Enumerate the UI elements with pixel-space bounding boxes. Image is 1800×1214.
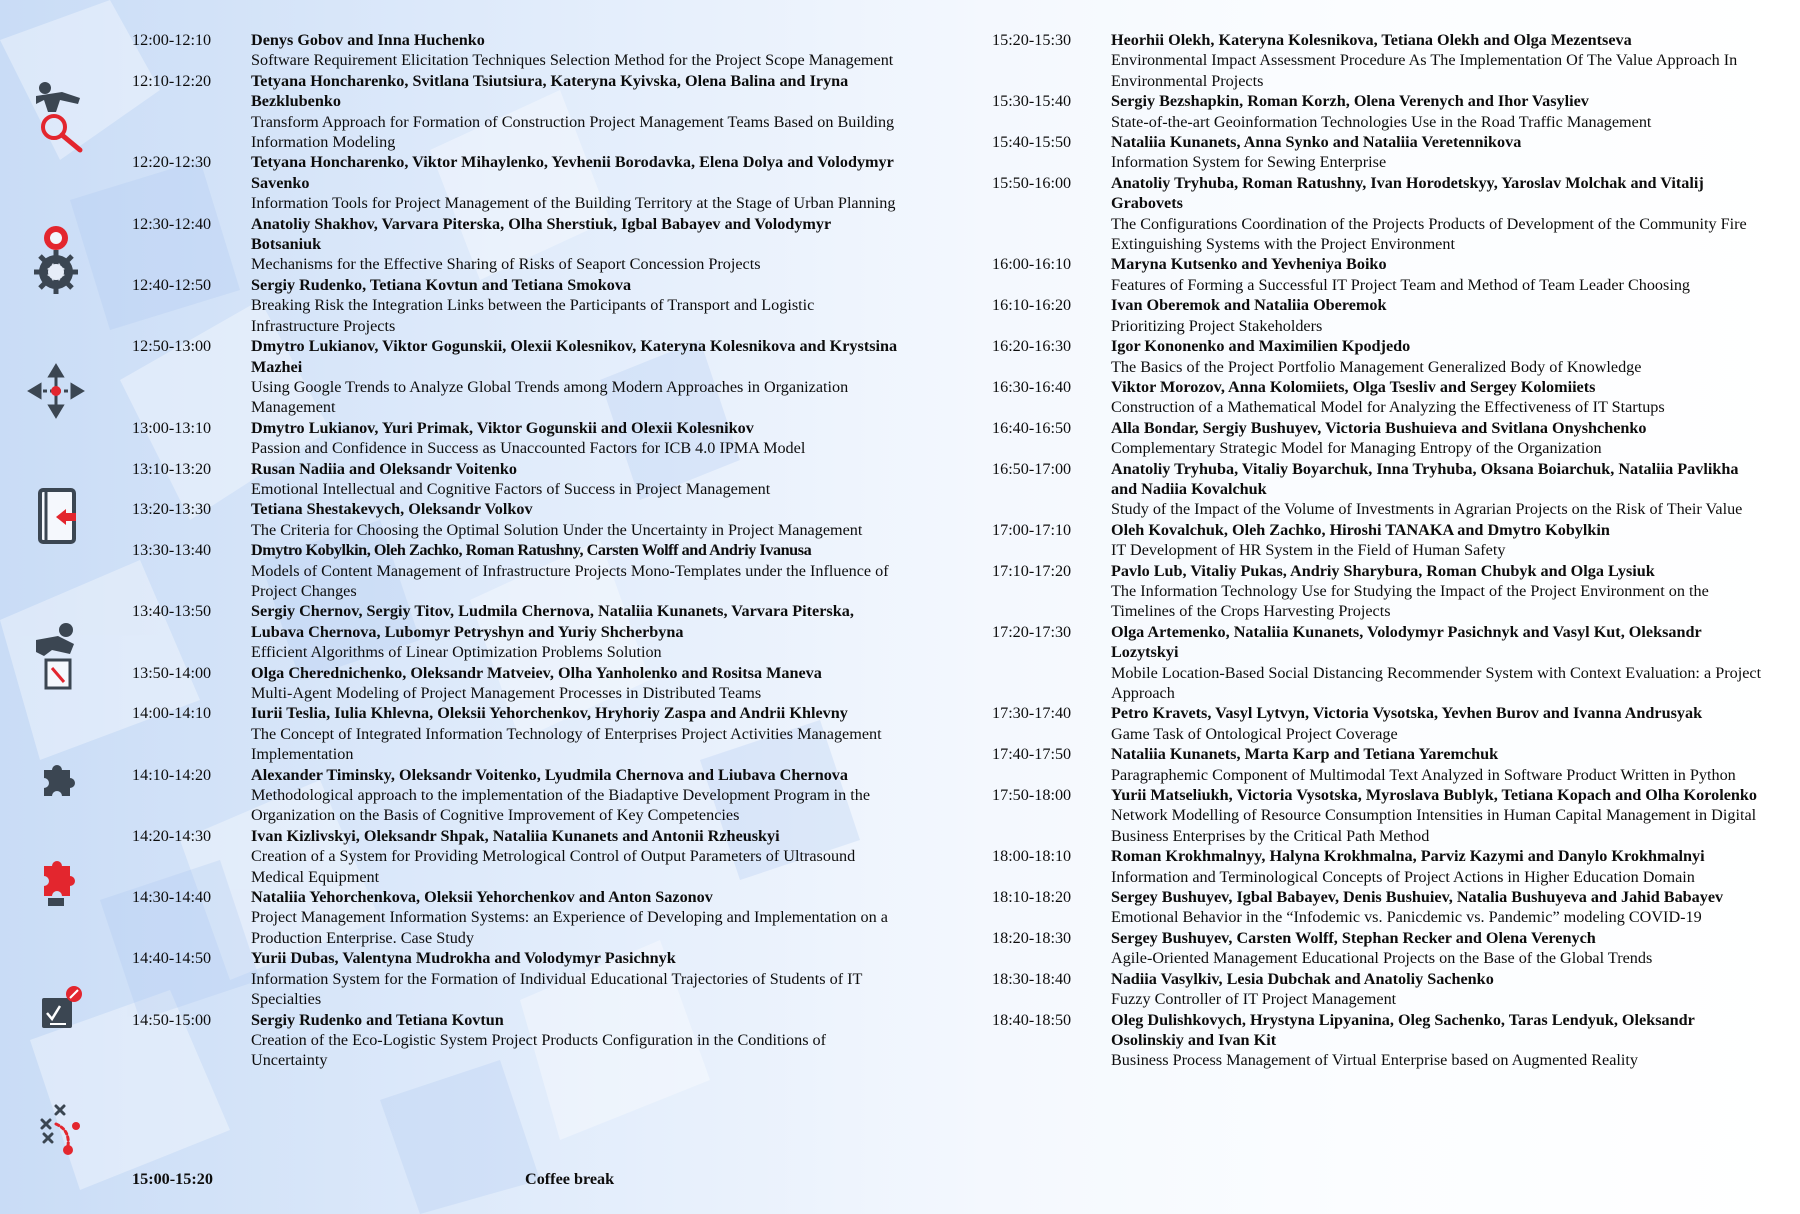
session-time: 13:10-13:20 xyxy=(132,459,212,478)
paper-title: Agile-Oriented Management Educational Projects on the Base of the Global Trends xyxy=(1111,949,1653,968)
session-time: 12:40-12:50 xyxy=(132,275,212,294)
session-time: 12:10-12:20 xyxy=(132,71,212,90)
paper-title: The Configurations Coordination of the Projects Products of Development of the Community Fire Extinguishing Systems with the Project Environment xyxy=(1111,214,1747,254)
schedule-entry xyxy=(992,30,1762,91)
icon-strip xyxy=(0,0,110,1214)
schedule-entry xyxy=(132,30,902,71)
session-time: 18:30-18:40 xyxy=(992,969,1072,988)
session-time: 15:40-15:50 xyxy=(992,133,1072,152)
checklist-icon xyxy=(42,986,82,1028)
paper-title: The Criteria for Choosing the Optimal Solution Under the Uncertainty in Project Management xyxy=(251,520,863,539)
paper-authors: Alexander Timinsky, Oleksandr Voitenko, Lyudmila Chernova and Liubava Chernova xyxy=(251,765,848,784)
schedule-entry xyxy=(992,418,1762,459)
session-time: 17:00-17:10 xyxy=(992,520,1072,539)
paper-title: Models of Content Management of Infrastructure Projects Mono-Templates under the Influence of Project Changes xyxy=(251,561,889,600)
session-time: 16:30-16:40 xyxy=(992,377,1072,396)
paper-authors: Oleg Dulishkovych, Hrystyna Lipyanina, Oleg Sachenko, Taras Lendyuk, Oleksandr Osolinskiy and Ivan Kit xyxy=(1111,1010,1695,1049)
session-time: 17:40-17:50 xyxy=(992,745,1072,764)
schedule-entry xyxy=(992,173,1762,255)
paper-title: The Information Technology Use for Studying the Impact of the Project Environment on the Timelines of the Crops Harvesting Projects xyxy=(1111,581,1709,621)
paper-authors: Yurii Dubas, Valentyna Mudrokha and Volodymyr Pasichnyk xyxy=(251,949,676,968)
session-time: 16:50-17:00 xyxy=(992,459,1072,478)
paper-title: Information and Terminological Concepts of Project Actions in Higher Education Domain xyxy=(1111,867,1695,886)
puzzle-red-icon xyxy=(44,861,75,906)
paper-authors: Sergey Bushuyev, Carsten Wolff, Stephan Recker and Olena Verenych xyxy=(1111,928,1596,947)
paper-title: Information System for the Formation of Individual Educational Trajectories of Students of IT Specialties xyxy=(251,969,863,1009)
paper-title: Emotional Behavior in the “Infodemic vs. Panicdemic vs. Pandemic” modeling COVID-19 xyxy=(1111,908,1702,927)
schedule-entry xyxy=(132,418,902,459)
schedule-entry xyxy=(132,663,902,704)
paper-authors: Alla Bondar, Sergiy Bushuyev, Victoria Bushuieva and Svitlana Onyshchenko xyxy=(1111,418,1647,437)
paper-title: Transform Approach for Formation of Construction Project Management Teams Based on Building Information Modeling xyxy=(251,112,895,152)
paper-title: Network Modelling of Resource Consumption Intensities in Human Capital Management in Digital Business Enterprises by the Critical Path Method xyxy=(1111,806,1757,845)
paper-title: The Basics of the Project Portfolio Management Generalized Body of Knowledge xyxy=(1111,357,1642,376)
paper-title: Study of the Impact of the Volume of Investments in Agrarian Projects on the Risk of Their Value xyxy=(1111,500,1743,519)
paper-title: Construction of a Mathematical Model for Analyzing the Effectiveness of IT Startups xyxy=(1111,398,1665,417)
session-time: 18:10-18:20 xyxy=(992,888,1072,907)
session-time: 17:50-18:00 xyxy=(992,786,1072,805)
schedule-entry xyxy=(132,336,902,418)
session-time: 14:00-14:10 xyxy=(132,704,212,723)
paper-authors: Ivan Kizlivskyi, Oleksandr Shpak, Nataliia Kunanets and Antonii Rzheuskyi xyxy=(251,826,780,845)
schedule-column-left xyxy=(132,30,902,1071)
paper-authors: Maryna Kutsenko and Yevheniya Boiko xyxy=(1111,255,1387,274)
schedule-entry xyxy=(132,499,902,540)
schedule-entry xyxy=(992,622,1762,704)
session-time: 13:00-13:10 xyxy=(132,418,212,437)
paper-authors: Tetyana Honcharenko, Viktor Mihaylenko, Yevhenii Borodavka, Elena Dolya and Volodymyr Savenko xyxy=(251,153,894,192)
paper-title: Software Requirement Elicitation Techniques Selection Method for the Project Scope Management xyxy=(251,51,894,70)
paper-authors: Igor Kononenko and Maximilien Kpodjedo xyxy=(1111,337,1411,356)
paper-authors: Roman Krokhmalnyy, Halyna Krokhmalna, Parviz Kazymi and Danylo Krokhmalnyi xyxy=(1111,847,1705,866)
paper-authors: Pavlo Lub, Vitaliy Pukas, Andriy Sharybura, Roman Chubyk and Olga Lysiuk xyxy=(1111,561,1655,580)
paper-authors: Nadiia Vasylkiv, Lesia Dubchak and Anatoliy Sachenko xyxy=(1111,969,1494,988)
schedule-entry xyxy=(132,152,902,213)
session-time: 16:40-16:50 xyxy=(992,418,1072,437)
paper-title: Project Management Information Systems: an Experience of Developing and Implementation on a Production Enterprise. Case Study xyxy=(251,908,888,947)
paper-authors: Nataliia Kunanets, Anna Synko and Nataliia Veretennikova xyxy=(1111,133,1522,152)
paper-title: Information Tools for Project Management of the Building Territory at the Stage of Urban Planning xyxy=(251,194,896,213)
paper-authors: Tetiana Shestakevych, Oleksandr Volkov xyxy=(251,500,533,519)
schedule-entry xyxy=(132,826,902,887)
schedule-entry xyxy=(992,254,1762,295)
session-time: 17:30-17:40 xyxy=(992,704,1072,723)
paper-authors: Petro Kravets, Vasyl Lytvyn, Victoria Vysotska, Yevhen Burov and Ivanna Andrusyak xyxy=(1111,704,1703,723)
schedule-entry xyxy=(132,71,902,153)
schedule-entry xyxy=(992,969,1762,1010)
paper-authors: Ivan Oberemok and Nataliia Oberemok xyxy=(1111,296,1387,315)
paper-authors: Sergiy Chernov, Sergiy Titov, Ludmila Chernova, Nataliia Kunanets, Varvara Piterska, Lubava Chernova, Lubomyr Petryshyn and Yuriy Shcherbyna xyxy=(251,602,854,641)
session-time: 15:20-15:30 xyxy=(992,31,1072,49)
paper-authors: Anatoliy Tryhuba, Vitaliy Boyarchuk, Inna Tryhuba, Oksana Boiarchuk, Nataliia Pavlikha and Nadiia Kovalchuk xyxy=(1111,459,1739,498)
schedule-entry xyxy=(132,214,902,275)
schedule-entry xyxy=(132,275,902,336)
session-time: 16:00-16:10 xyxy=(992,255,1072,274)
paper-title: Complementary Strategic Model for Managing Entropy of the Organization xyxy=(1111,439,1602,458)
exit-door-icon xyxy=(40,490,76,542)
schedule-entry xyxy=(992,928,1762,969)
session-time: 14:20-14:30 xyxy=(132,826,212,845)
paper-authors: Sergiy Rudenko and Tetiana Kovtun xyxy=(251,1010,504,1029)
paper-authors: Anatoliy Tryhuba, Roman Ratushny, Ivan Horodetskyy, Yaroslav Molchak and Vitalij Grabovets xyxy=(1111,173,1704,213)
session-time: 17:20-17:30 xyxy=(992,622,1072,641)
gears-icon xyxy=(34,226,78,294)
paper-title: Features of Forming a Successful IT Project Team and Method of Team Leader Choosing xyxy=(1111,275,1691,294)
paper-authors: Yurii Matseliukh, Victoria Vysotska, Myroslava Bublyk, Tetiana Kopach and Olha Korolenko xyxy=(1111,786,1757,805)
paper-title: Using Google Trends to Analyze Global Trends among Modern Approaches in Organization Management xyxy=(251,377,849,417)
paper-title: State-of-the-art Geoinformation Technologies Use in the Road Traffic Management xyxy=(1111,112,1652,131)
session-time: 12:20-12:30 xyxy=(132,153,212,172)
schedule-entry xyxy=(992,846,1762,887)
paper-authors: Olga Cherednichenko, Oleksandr Matveiev, Olha Yanholenko and Rositsa Maneva xyxy=(251,663,822,682)
paper-title: Information System for Sewing Enterprise xyxy=(1111,153,1387,172)
strategy-plan-icon xyxy=(42,1106,80,1155)
paper-title: IT Development of HR System in the Field of Human Safety xyxy=(1111,541,1506,560)
paper-authors: Sergiy Rudenko, Tetiana Kovtun and Tetiana Smokova xyxy=(251,275,632,294)
schedule-entry xyxy=(992,520,1762,561)
session-time: 14:50-15:00 xyxy=(132,1010,212,1029)
session-time: 12:30-12:40 xyxy=(132,214,212,233)
schedule-entry xyxy=(992,887,1762,928)
move-arrows-icon xyxy=(30,366,82,416)
paper-authors: Iurii Teslia, Iulia Khlevna, Oleksii Yehorchenkov, Hryhoriy Zaspa and Andrii Khlevny xyxy=(251,704,848,723)
paper-title: Creation of a System for Providing Metrological Control of Output Parameters of Ultrasound Medical Equipment xyxy=(251,847,856,886)
schedule-entry xyxy=(992,295,1762,336)
session-time: 14:40-14:50 xyxy=(132,949,212,968)
paper-authors: Nataliia Yehorchenkova, Oleksii Yehorchenkov and Anton Sazonov xyxy=(251,888,713,907)
schedule-entry xyxy=(992,744,1762,785)
paper-authors: Tetyana Honcharenko, Svitlana Tsiutsiura, Kateryna Kyivska, Olena Balina and Iryna Bezklubenko xyxy=(251,71,849,111)
schedule-entry xyxy=(992,91,1762,132)
paper-title: Efficient Algorithms of Linear Optimization Problems Solution xyxy=(251,643,662,662)
schedule-entry xyxy=(992,336,1762,377)
paper-authors: Heorhii Olekh, Kateryna Kolesnikova, Tetiana Olekh and Olga Mezentseva xyxy=(1111,31,1632,49)
paper-authors: Sergiy Bezshapkin, Roman Korzh, Olena Verenych and Ihor Vasyliev xyxy=(1111,92,1589,111)
schedule-entry xyxy=(992,703,1762,744)
paper-authors: Viktor Morozov, Anna Kolomiiets, Olga Tsesliv and Sergey Kolomiiets xyxy=(1111,377,1596,396)
paper-authors: Rusan Nadiia and Oleksandr Voitenko xyxy=(251,459,517,478)
paper-authors: Anatoliy Shakhov, Varvara Piterska, Olha Sherstiuk, Igbal Babayev and Volodymyr Botsaniuk xyxy=(251,214,831,254)
paper-authors: Sergey Bushuyev, Igbal Babayev, Denis Bushuiev, Natalia Bushuyeva and Jahid Babayev xyxy=(1111,888,1724,907)
schedule-entry xyxy=(132,703,902,764)
paper-authors: Denys Gobov and Inna Huchenko xyxy=(251,31,485,49)
paper-authors: Nataliia Kunanets, Marta Karp and Tetiana Yaremchuk xyxy=(1111,745,1499,764)
coffee-break-time: 15:00-15:20 xyxy=(132,1170,213,1188)
paper-authors: Dmytro Lukianov, Viktor Gogunskii, Olexii Kolesnikov, Kateryna Kolesnikova and Krystsina Mazhei xyxy=(251,337,898,376)
search-person-icon xyxy=(36,82,80,150)
session-time: 14:10-14:20 xyxy=(132,765,212,784)
paper-title: Paragraphemic Component of Multimodal Text Analyzed in Software Product Written in Python xyxy=(1111,765,1736,784)
puzzle-piece-icon xyxy=(44,765,75,796)
session-time: 13:20-13:30 xyxy=(132,500,212,519)
person-document-icon xyxy=(36,623,74,688)
paper-title: Passion and Confidence in Success as Unaccounted Factors for ICB 4.0 IPMA Model xyxy=(251,439,806,458)
schedule-entry xyxy=(992,132,1762,173)
schedule-entry xyxy=(992,377,1762,418)
session-time: 18:20-18:30 xyxy=(992,928,1072,947)
paper-title: Environmental Impact Assessment Procedure As The Implementation Of The Value Approach In Environmental Projects xyxy=(1111,51,1738,90)
schedule-entry xyxy=(992,459,1762,520)
schedule-entry xyxy=(132,601,902,662)
schedule-entry xyxy=(992,785,1762,846)
session-time: 16:10-16:20 xyxy=(992,296,1072,315)
paper-authors: Olga Artemenko, Nataliia Kunanets, Volodymyr Pasichnyk and Vasyl Kut, Oleksandr Lozytskyi xyxy=(1111,622,1702,662)
paper-title: Business Process Management of Virtual Enterprise based on Augmented Reality xyxy=(1111,1051,1638,1070)
session-time: 13:50-14:00 xyxy=(132,663,212,682)
paper-title: Fuzzy Controller of IT Project Management xyxy=(1111,990,1397,1009)
paper-authors: Dmytro Kobylkin, Oleh Zachko, Roman Ratushny, Carsten Wolff and Andriy Ivanusa xyxy=(251,541,812,560)
paper-title: The Concept of Integrated Information Technology of Enterprises Project Activities Management Implementation xyxy=(251,724,882,764)
session-time: 12:00-12:10 xyxy=(132,31,212,49)
paper-title: Mechanisms for the Effective Sharing of Risks of Seaport Concession Projects xyxy=(251,255,761,274)
paper-title: Multi-Agent Modeling of Project Management Processes in Distributed Teams xyxy=(251,684,762,702)
session-time: 17:10-17:20 xyxy=(992,561,1072,580)
schedule-entry xyxy=(132,948,902,1009)
schedule-entry xyxy=(132,1010,902,1071)
session-time: 14:30-14:40 xyxy=(132,888,212,907)
session-time: 12:50-13:00 xyxy=(132,337,212,356)
schedule-entry xyxy=(992,1010,1762,1071)
session-time: 16:20-16:30 xyxy=(992,337,1072,356)
session-time: 18:00-18:10 xyxy=(992,847,1072,866)
paper-title: Methodological approach to the implementation of the Biadaptive Development Program in the Organization on the Basis of Cognitive Improvement of Key Competencies xyxy=(251,786,871,825)
paper-authors: Dmytro Lukianov, Yuri Primak, Viktor Gogunskii and Olexii Kolesnikov xyxy=(251,418,754,437)
paper-title: Emotional Intellectual and Cognitive Factors of Success in Project Management xyxy=(251,479,771,498)
schedule-entry xyxy=(132,765,902,826)
session-time: 13:30-13:40 xyxy=(132,541,212,560)
session-time: 13:40-13:50 xyxy=(132,602,212,621)
session-time: 15:30-15:40 xyxy=(992,92,1072,111)
coffee-break-label: Coffee break xyxy=(525,1170,615,1188)
paper-authors: Oleh Kovalchuk, Oleh Zachko, Hiroshi TANAKA and Dmytro Kobylkin xyxy=(1111,520,1610,539)
paper-title: Mobile Location-Based Social Distancing Recommender System with Context Evaluation: a Project Approach xyxy=(1111,663,1762,702)
paper-title: Game Task of Ontological Project Coverage xyxy=(1111,724,1398,743)
schedule-entry xyxy=(132,887,902,948)
session-time: 15:50-16:00 xyxy=(992,173,1072,192)
paper-title: Creation of the Eco-Logistic System Project Products Configuration in the Conditions of Uncertainty xyxy=(251,1030,827,1070)
schedule-entry xyxy=(132,459,902,500)
paper-title: Prioritizing Project Stakeholders xyxy=(1111,316,1323,335)
schedule-entry xyxy=(132,540,902,601)
session-time: 18:40-18:50 xyxy=(992,1010,1072,1029)
schedule-column-right xyxy=(992,30,1762,1071)
schedule-entry xyxy=(992,561,1762,622)
paper-title: Breaking Risk the Integration Links between the Participants of Transport and Logistic Infrastructure Projects xyxy=(251,296,815,335)
